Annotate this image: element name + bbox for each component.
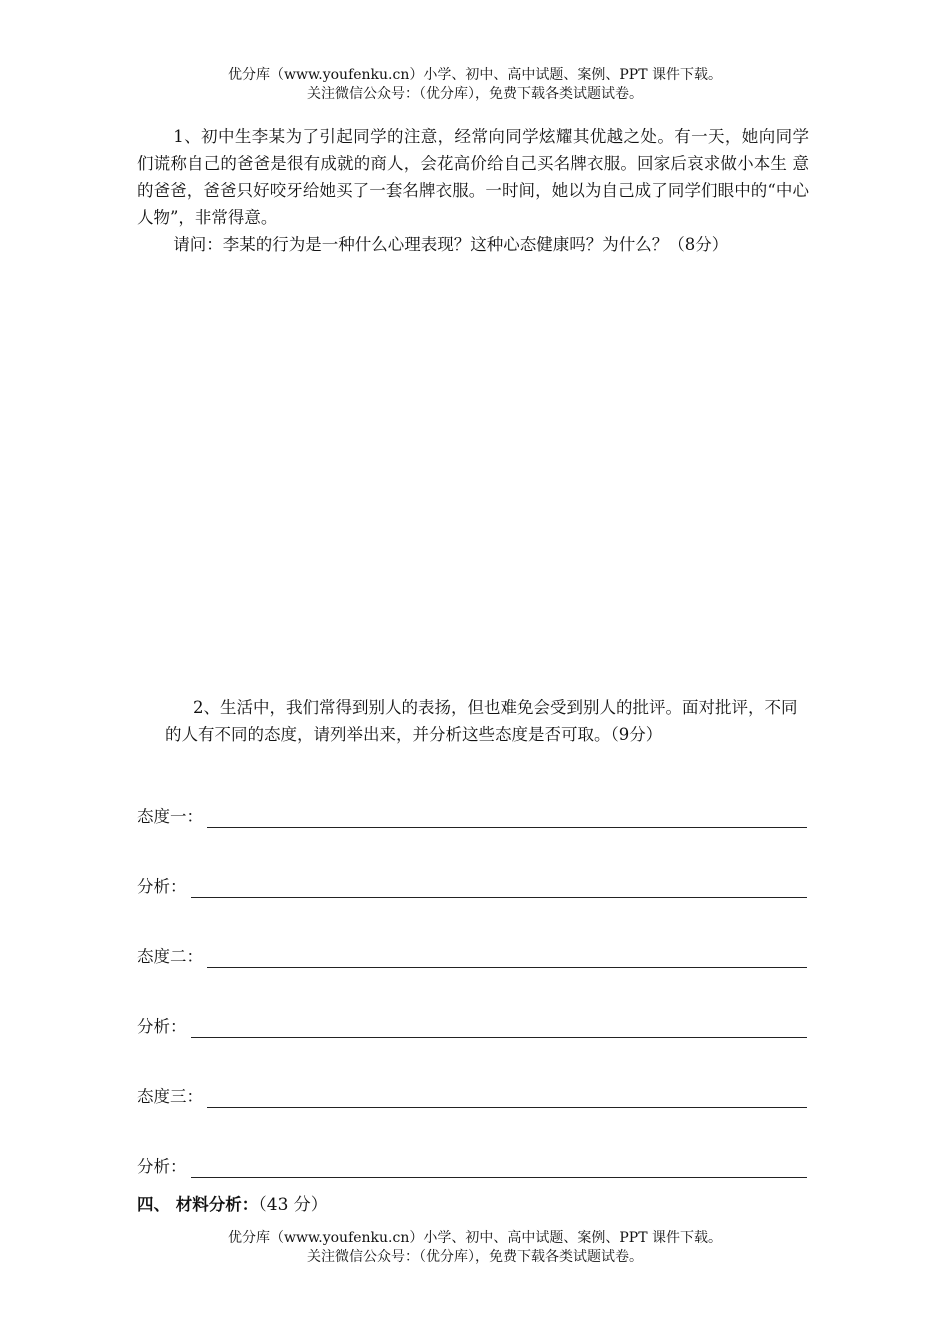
answer-row-attitude-1: [137, 802, 807, 828]
answer-label: 态度一：: [137, 807, 203, 826]
answer-line[interactable]: [207, 947, 807, 968]
question-2-text: 2、生活中，我们常得到别人的表扬，但也难免会受到别人的批评。面对批评，不同的人有不同的态度，请列举出来，并分析这些态度是否可取。（9分）: [165, 698, 798, 744]
question-1: [137, 123, 809, 258]
answer-line[interactable]: [191, 1017, 808, 1038]
answer-label: 态度二：: [137, 947, 203, 966]
answer-row-analysis-3: [137, 1152, 807, 1178]
answer-line[interactable]: [207, 1087, 807, 1108]
footer-line-1: 优分库（www.youfenku.cn）小学、初中、高中试题、案例、PPT 课件下载。: [227, 1230, 722, 1246]
answer-line[interactable]: [191, 1157, 808, 1178]
answer-label: 分析：: [137, 1157, 187, 1176]
section-4-title: 四、 材料分析：: [137, 1195, 259, 1214]
answer-line[interactable]: [191, 877, 808, 898]
page-footer: [0, 1229, 950, 1267]
footer-line-2: 关注微信公众号：（优分库），免费下载各类试题试卷。: [307, 1249, 643, 1265]
question-1-prompt: 请问：李某的行为是一种什么心理表现？这种心态健康吗？为什么？（8分）: [173, 235, 729, 254]
answer-row-attitude-2: [137, 942, 807, 968]
answer-label: 分析：: [137, 1017, 187, 1036]
answer-row-attitude-3: [137, 1082, 807, 1108]
section-4-score: （43 分）: [258, 1195, 328, 1215]
page-header: [0, 66, 950, 104]
answer-row-analysis-2: [137, 1012, 807, 1038]
answer-row-analysis-1: [137, 872, 807, 898]
answer-label: 分析：: [137, 877, 187, 896]
answer-label: 态度三：: [137, 1087, 203, 1106]
question-1-text: 1、初中生李某为了引起同学的注意，经常向同学炫耀其优越之处。有一天，她向同学们谎称自己的爸爸是很有成就的商人，会花高价给自己买名牌衣服。回家后哀求做小本生 意的爸爸，爸爸只好咬牙给她买了一套名牌衣服。一时间，她以为自己成了同学们眼中的“中心人物”，非常得意。: [137, 127, 809, 227]
header-line-2: 关注微信公众号：（优分库），免费下载各类试题试卷。: [307, 86, 643, 102]
section-4-heading: [137, 1190, 328, 1215]
answer-line[interactable]: [207, 807, 807, 828]
question-2: [165, 694, 809, 748]
header-line-1: 优分库（www.youfenku.cn）小学、初中、高中试题、案例、PPT 课件下载。: [227, 67, 722, 83]
